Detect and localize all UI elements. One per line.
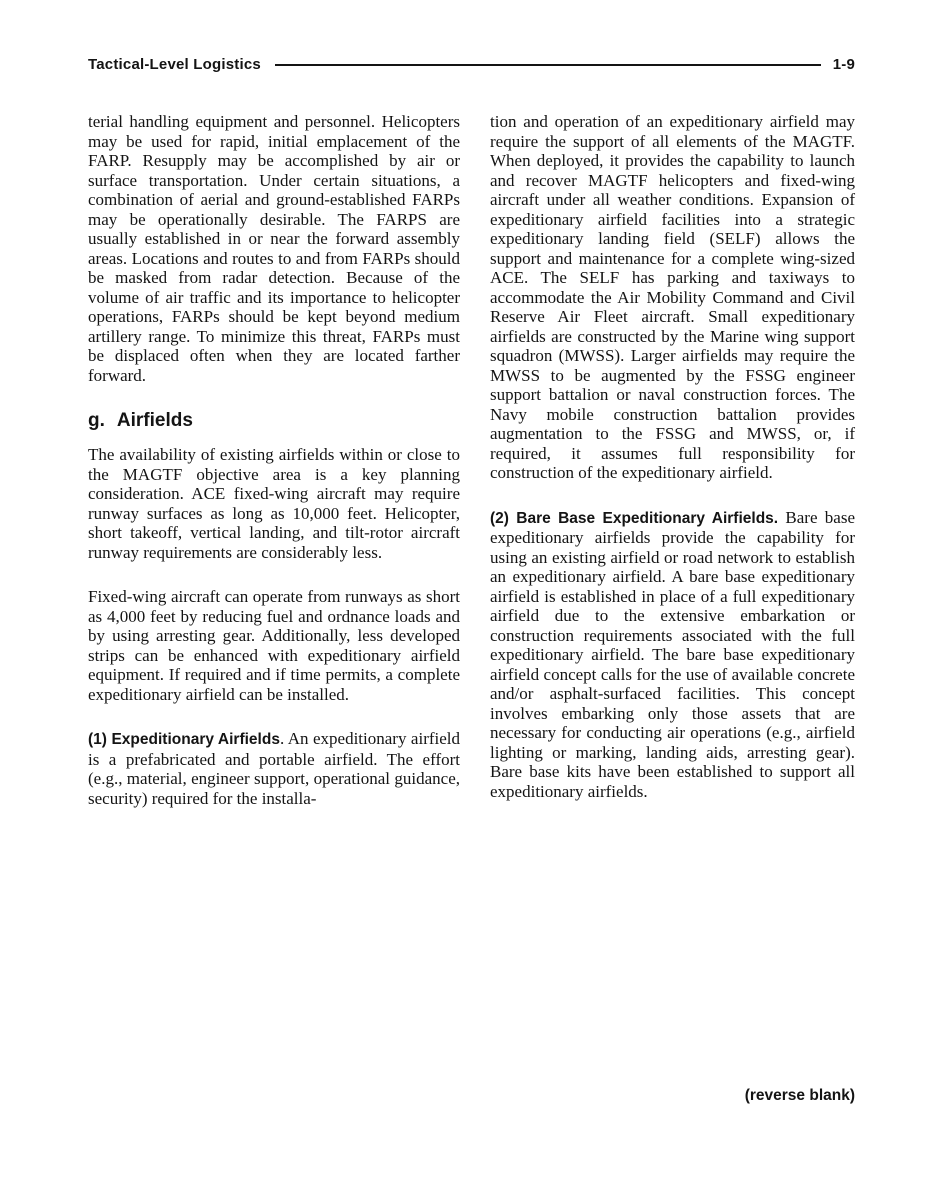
numbered-item-2-text: Bare base expeditionary airfields provide the capability for using an existing airfield or road network to establish an expeditionary airfield. A bare base expeditionary airfield is established in place of a full expeditionary airfield due to the extensive embarkation or construction requirements associated with the full expeditionary airfield. The bare base expeditionary airfield concept calls for the use of available concrete and/or asphalt-surfaced facilities. This concept involves embarking only those assets that are necessary for conducting air operations (e.g., airfield lighting or marking, landing aids, arresting gear). Bare base kits have been established to support all expeditionary airfields. (490, 507, 855, 801)
section-heading-airfields (88, 410, 460, 432)
numbered-item-2 (490, 508, 855, 802)
continuation-paragraph-left: terial handling equipment and personnel. Helicopters may be used for rapid, initial emplacement of the FARP. Resupply may be accomplished by air or surface transportation. Under certain situations, a combination of aerial and ground-established FARPs may be operationally desirable. The FARPS are usually established in or near the forward assembly areas. Locations and routes to and from FARPs should be masked from radar detection. Because of the volume of air traffic and its importance to helicopter operations, FARPs should be kept beyond medium artillery range. To minimize this threat, FARPs must be displaced often when they are located farther forward. (88, 112, 460, 385)
page-header (88, 56, 855, 74)
header-title: Tactical-Level Logistics (88, 56, 261, 73)
numbered-item-1-text: . An expeditionary airfield is a prefabricated and portable airfield. The effort (e.g., material, engineer support, operational guidance, security) required for the installa- (88, 729, 461, 808)
paragraph-airfield-availability: The availability of existing airfields within or close to the MAGTF objective area is a key planning consideration. ACE fixed-wing aircraft may require runway surfaces as long as 10,000 feet. Helicopter, short takeoff, vertical landing, and tilt-rotor aircraft runway requirements are considerably less. (88, 445, 460, 562)
header-rule (275, 64, 821, 66)
column-right (490, 112, 855, 826)
paragraph-fixed-wing-runways: Fixed-wing aircraft can operate from runways as short as 4,000 feet by reducing fuel and ordnance loads and by using arresting gear. Additionally, less developed strips can be enhanced with expeditionary airfield equipment. If required and if time permits, a complete expeditionary airfield can be installed. (88, 587, 460, 704)
numbered-item-2-label: (2) Bare Base Expeditionary Airfields. (490, 509, 779, 527)
column-left (88, 112, 460, 833)
header-page-number: 1-9 (832, 56, 855, 73)
heading-label: Airfields (116, 410, 193, 431)
continuation-paragraph-right: tion and operation of an expeditionary airfield may require the support of all elements of the MAGTF. When deployed, it provides the capability to launch and recover MAGTF helicopters and fixed-wing aircraft under all weather conditions. Expansion of expeditionary airfield facilities into a strategic expeditionary landing field (SELF) allows the support and maintenance for a complete wing-sized ACE. The SELF has parking and taxiways to accommodate the Air Mobility Command and Civil Reserve Air Fleet aircraft. Small expeditionary airfields are constructed by the Marine wing support squadron (MWSS). Larger airfields may require the MWSS to be augmented by the FSSG engineer support battalion or naval construction forces. The Navy mobile construction battalion provides augmentation to the FSSG and MWSS, or, if required, it assumes full responsibility for construction of the expeditionary airfield. (490, 112, 855, 482)
numbered-item-1-label: (1) Expeditionary Airfields (88, 731, 280, 748)
heading-letter: g. (88, 410, 105, 431)
numbered-item-1 (88, 729, 460, 808)
reverse-blank-note: (reverse blank) (744, 1087, 855, 1104)
